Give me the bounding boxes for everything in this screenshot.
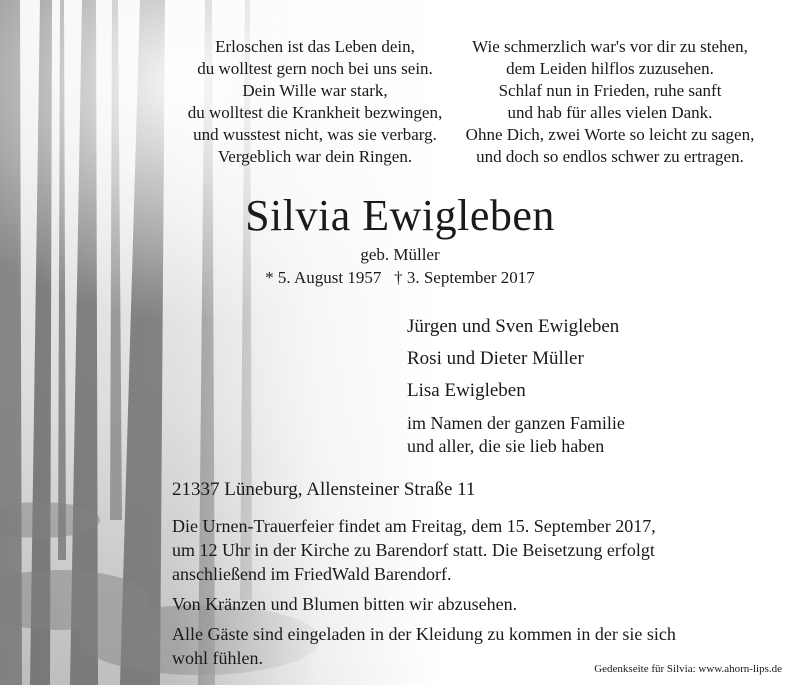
guests-note-line: Alle Gäste sind eingeladen in der Kleidung zu kommen in der sie sich <box>172 624 676 644</box>
mourner-name: Lisa Ewigleben <box>407 380 526 401</box>
poem-line: Ohne Dich, zwei Worte so leicht zu sagen, <box>465 125 755 144</box>
guests-note-line: wohl fühlen. <box>172 648 263 668</box>
poem-line: und wusstest nicht, was sie verbarg. <box>193 125 437 144</box>
poem-line: und doch so endlos schwer zu ertragen. <box>476 147 744 166</box>
ceremony-info-line: um 12 Uhr in der Kirche zu Barendorf statt. Die Beisetzung erfolgt <box>172 540 655 560</box>
poem-line: Erloschen ist das Leben dein, <box>215 37 415 56</box>
mourner-name: Jürgen und Sven Ewigleben <box>407 316 620 337</box>
poem-line: Dein Wille war stark, <box>242 81 388 100</box>
family-note-line: im Namen der ganzen Familie <box>407 413 625 433</box>
family-note-line: und aller, die sie lieb haben <box>407 436 605 456</box>
poem-right <box>445 36 775 168</box>
poem-line: Wie schmerzlich war's vor dir zu stehen, <box>472 37 748 56</box>
poem-line: Vergeblich war dein Ringen. <box>217 147 413 166</box>
address: 21337 Lüneburg, Allensteiner Straße 11 <box>172 479 476 500</box>
no-flowers-note: Von Kränzen und Blumen bitten wir abzusehen. <box>172 594 518 614</box>
ceremony-info-line: anschließend im FriedWald Barendorf. <box>172 564 452 584</box>
poem-line: dem Leiden hilflos zuzusehen. <box>506 59 714 78</box>
poem-line: Schlaf nun in Frieden, ruhe sanft <box>498 81 722 100</box>
poem-line: und hab für alles vielen Dank. <box>507 103 713 122</box>
poem-line: du wolltest gern noch bei uns sein. <box>197 59 433 78</box>
memorial-page-link[interactable]: Gedenkseite für Silvia: www.ahorn-lips.de <box>594 663 782 675</box>
poem-left <box>160 36 470 168</box>
birth-death-dates: * 5. August 1957 † 3. September 2017 <box>265 268 535 287</box>
ceremony-info-line: Die Urnen-Trauerfeier findet am Freitag, dem 15. September 2017, <box>172 516 656 536</box>
maiden-name: geb. Müller <box>360 245 440 264</box>
deceased-name: Silvia Ewigleben <box>245 191 555 240</box>
poem-line: du wolltest die Krankheit bezwingen, <box>187 103 443 122</box>
mourner-name: Rosi und Dieter Müller <box>407 348 584 369</box>
